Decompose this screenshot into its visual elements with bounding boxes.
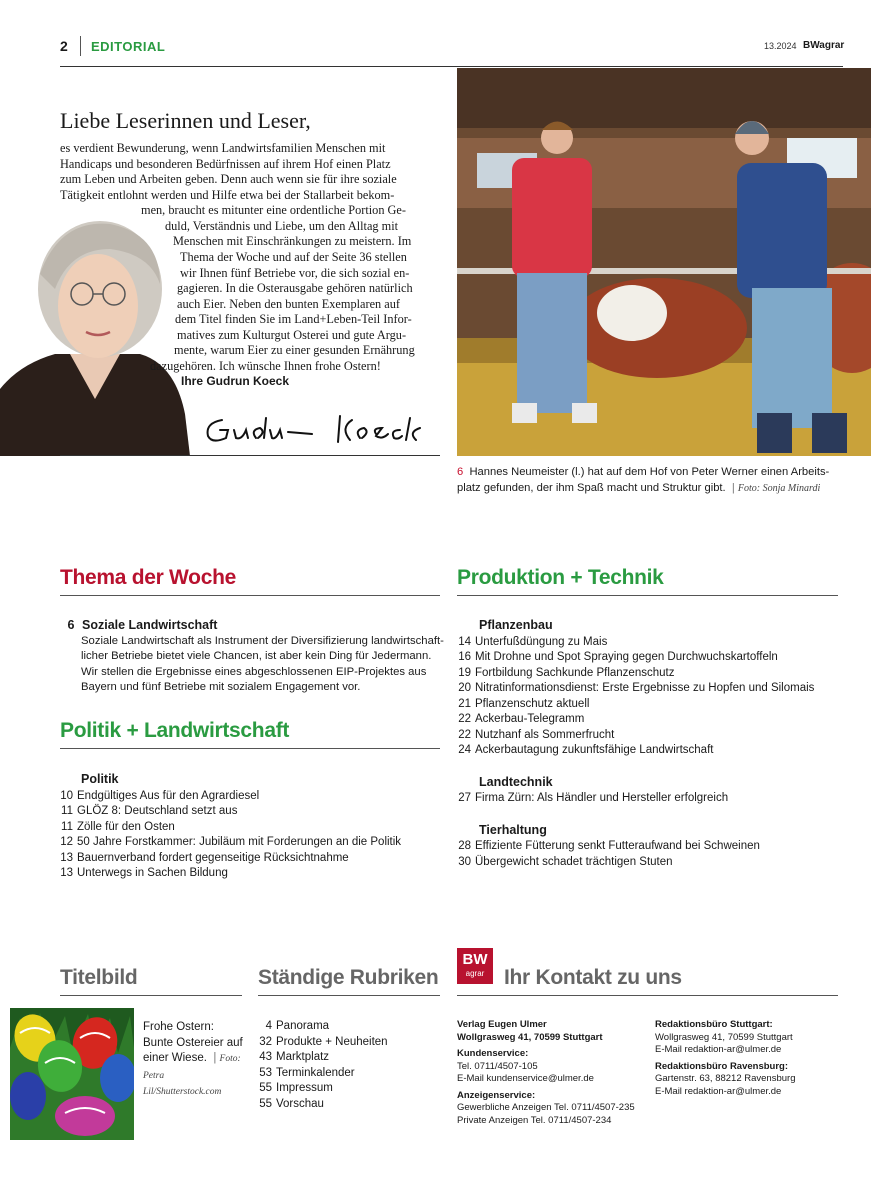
heading-titelbild: Titelbild (60, 966, 138, 989)
page-number: 2 (60, 38, 68, 54)
toc-page: 22 (458, 713, 471, 725)
toc-produktion (449, 618, 814, 870)
kundenservice-mail[interactable]: E-Mail kundenservice@ulmer.de (457, 1073, 594, 1084)
toc-page: 21 (458, 697, 471, 710)
ravensburg-address: Gartenstr. 63, 88212 Ravensburg (655, 1073, 796, 1084)
rule-titelbild (60, 995, 242, 996)
rule-thema (60, 595, 440, 596)
toc-page: 11 (61, 805, 73, 817)
toc-title: Mit Drohne und Spot Spraying gegen Durchwuchskartoffeln (475, 651, 778, 663)
toc-item[interactable] (250, 1035, 388, 1051)
toc-subheading: Politik (81, 772, 119, 786)
toc-item[interactable] (250, 1066, 388, 1082)
editorial-line: men, braucht es mitunter eine ordentliche Portion Ge- (141, 203, 406, 217)
toc-item[interactable] (449, 635, 814, 651)
toc-item[interactable] (250, 1019, 388, 1035)
top-rule (60, 66, 843, 67)
heading-produktion: Produktion + Technik (457, 566, 664, 589)
toc-title: Nitratinformationsdienst: Erste Ergebnisse zu Hopfen und Silomais (475, 682, 815, 694)
toc-item[interactable] (449, 681, 814, 697)
toc-title: Produkte + Neuheiten (276, 1035, 388, 1048)
stuttgart-mail[interactable]: E-Mail redaktion-ar@ulmer.de (655, 1044, 782, 1055)
toc-title: Marktplatz (276, 1051, 330, 1063)
toc-title: Endgültiges Aus für den Agrardiesel (77, 789, 260, 802)
verlag-name: Verlag Eugen Ulmer (457, 1019, 547, 1030)
section-label: EDITORIAL (91, 39, 166, 54)
toc-item[interactable] (51, 851, 401, 867)
heading-politik: Politik + Landwirtschaft (60, 719, 290, 742)
photo-caption: 6 Hannes Neumeister (l.) hat auf dem Hof von Peter Werner einen Arbeits-platz gefunden, der ihm Spaß macht und Struktur gibt. | Foto: Sonja Minardi (457, 466, 830, 494)
editorial-line: gagieren. In die Osterausgabe gehören natürlich (177, 281, 413, 295)
heading-kontakt: Ihr Kontakt zu uns (504, 966, 682, 989)
toc-page: 13 (60, 867, 73, 879)
toc-title: 50 Jahre Forstkammer: Jubiläum mit Forderungen an die Politik (77, 836, 402, 848)
header-divider (80, 36, 81, 56)
titelbild-caption-text: Frohe Ostern: Bunte Ostereier auf einer Wiese. (143, 1021, 243, 1064)
editorial-line: matives zum Kulturgut Osterei und gute Argu- (177, 328, 407, 342)
issue-number: 13.2024 (764, 41, 797, 51)
verlag-address: Wollgrasweg 41, 70599 Stuttgart (457, 1031, 603, 1043)
author-portrait (0, 214, 190, 456)
rule-politik (60, 748, 440, 749)
toc-page: 22 (458, 728, 471, 741)
toc-rubriken (250, 1019, 388, 1112)
editorial-line: Thema der Woche und auf der Seite 36 stellen (180, 250, 407, 264)
toc-item[interactable] (51, 804, 401, 820)
editorial-line: mente, warum Eier zu einer gesunden Ernährung (174, 343, 415, 357)
toc-title: Bauernverband fordert gegenseitige Rücksichtnahme (77, 851, 349, 864)
barn-photo (457, 68, 871, 456)
editorial-line: auch Eier. Neben den bunten Exemplaren auf (177, 297, 400, 311)
toc-item[interactable] (250, 1081, 388, 1097)
toc-item[interactable] (449, 839, 814, 855)
editorial-line: wir Ihnen fünf Betriebe vor, die sich sozial en- (180, 266, 410, 280)
toc-politik (51, 772, 401, 882)
thema-entry[interactable] (60, 618, 445, 696)
toc-page: 10 (60, 789, 73, 802)
editorial-line: es verdient Bewunderung, wenn Landwirtsfamilien Menschen mit (60, 141, 386, 155)
editorial-line: dazugehören. Ich wünsche Ihnen frohe Ostern! (150, 359, 381, 373)
toc-title: Nutzhanf als Sommerfrucht (475, 728, 615, 741)
anzeigen-privat[interactable]: Private Anzeigen Tel. 0711/4507-234 (457, 1114, 612, 1126)
toc-item[interactable] (449, 728, 814, 744)
editorial-line: dem Titel finden Sie im Land+Leben-Teil Infor- (175, 312, 412, 326)
toc-page: 11 (61, 820, 73, 833)
toc-item[interactable] (449, 855, 814, 871)
heading-rubriken: Ständige Rubriken (258, 966, 439, 989)
editorial-line: Handicaps und besonderen Bedürfnissen auf ihrem Hof einen Platz (60, 157, 391, 171)
stuttgart-address: Wollgrasweg 41, 70599 Stuttgart (655, 1031, 793, 1043)
logo-bottom-text: agrar (465, 969, 485, 978)
heading-thema: Thema der Woche (60, 566, 236, 589)
toc-title: Impressum (276, 1082, 333, 1094)
signature-image (200, 408, 440, 448)
toc-item[interactable] (51, 820, 401, 836)
rule-produktion (457, 595, 838, 596)
kundenservice-label: Kundenservice: (457, 1048, 529, 1059)
kontakt-col-right (655, 1019, 840, 1102)
easter-eggs-image (10, 1008, 134, 1140)
editorial-rule (60, 455, 440, 456)
logo-top-text: BW (462, 951, 488, 968)
toc-title: Firma Zürn: Als Händler und Hersteller erfolgreich (475, 792, 729, 804)
toc-item[interactable] (250, 1097, 388, 1113)
toc-item[interactable] (449, 712, 814, 728)
toc-title: Unterwegs in Sachen Bildung (77, 867, 228, 879)
rule-rubriken (258, 995, 440, 996)
toc-title: Ackerbautagung zukunftsfähige Landwirtschaft (475, 744, 714, 756)
kundenservice-tel[interactable]: Tel. 0711/4507-105 (457, 1060, 538, 1072)
caption-credit: Foto: Sonja Minardi (737, 483, 821, 494)
toc-item[interactable] (449, 791, 814, 807)
toc-title: Fortbildung Sachkunde Pflanzenschutz (475, 666, 675, 679)
toc-page: 20 (458, 682, 471, 694)
editorial-greeting: Liebe Leserinnen und Leser, (60, 108, 311, 133)
toc-item[interactable] (449, 666, 814, 682)
editorial-line: zum Leben und Arbeiten geben. Denn auch wenn sie für ihre soziale (60, 172, 397, 186)
stuttgart-label: Redaktionsbüro Stuttgart: (655, 1019, 773, 1030)
ravensburg-label: Redaktionsbüro Ravensburg: (655, 1060, 789, 1072)
toc-page: 13 (60, 851, 73, 864)
rule-kontakt (457, 995, 838, 996)
toc-title: Effiziente Fütterung senkt Futteraufwand bei Schweinen (475, 840, 760, 852)
toc-page: 55 (259, 1097, 272, 1110)
toc-title: Terminkalender (276, 1066, 355, 1079)
thema-page: 6 (67, 618, 75, 632)
caption-page-number: 6 (457, 466, 464, 478)
toc-page: 53 (259, 1066, 272, 1079)
bwagrar-logo (457, 948, 493, 984)
toc-item[interactable] (51, 835, 401, 851)
toc-page: 32 (259, 1035, 272, 1048)
toc-item[interactable] (51, 789, 401, 805)
toc-page: 28 (458, 840, 471, 852)
anzeigen-label: Anzeigenservice: (457, 1089, 536, 1101)
titelbild-caption: Frohe Ostern: Bunte Ostereier auf einer Wiese. | Foto: Petra Lil/Shutterstock.com (143, 1021, 243, 1097)
editorial-line: duld, Verständnis und Liebe, um den Alltag mit (165, 219, 399, 233)
ravensburg-mail[interactable]: E-Mail redaktion-ar@ulmer.de (655, 1085, 782, 1097)
toc-title: Vorschau (276, 1097, 324, 1110)
toc-page: 16 (458, 651, 471, 663)
toc-title: Zölle für den Osten (77, 820, 175, 833)
toc-item[interactable] (51, 866, 401, 882)
toc-subheading: Pflanzenbau (479, 618, 553, 632)
toc-page: 55 (259, 1082, 272, 1094)
thema-description: Soziale Landwirtschaft als Instrument der Diversifizierung landwirtschaft-licher Betriebe bietet viele Chancen, ist aber kein Ding für Jedermann. Wir stellen die Ergebnisse eines abgeschlossenen EIP-Projektes aus Bayern und fünf Betriebe mit sozialem Engagement vor. (81, 634, 444, 694)
titelbild-credit: Foto: Petra Lil/Shutterstock.com (143, 1054, 241, 1097)
editorial-line: Tätigkeit entlohnt werden und Hilfe etwa bei der Stallarbeit bekom- (60, 188, 395, 202)
toc-page: 27 (458, 792, 471, 804)
toc-item[interactable] (250, 1050, 388, 1066)
editorial-line: Menschen mit Einschränkungen zu meistern. Im (173, 234, 412, 248)
toc-title: Übergewicht schadet trächtigen Stuten (475, 855, 673, 868)
toc-title: Unterfußdüngung zu Mais (475, 635, 608, 648)
toc-page: 30 (458, 855, 471, 868)
toc-subheading: Landtechnik (479, 774, 553, 789)
toc-title: Pflanzenschutz aktuell (475, 697, 590, 710)
brand-name: BWagrar (803, 40, 845, 51)
editorial-signoff: Ihre Gudrun Koeck (181, 374, 290, 388)
toc-title: Ackerbau-Telegramm (475, 713, 585, 725)
toc-page: 12 (60, 836, 73, 848)
toc-title: GLÖZ 8: Deutschland setzt aus (77, 805, 238, 817)
toc-page: 43 (259, 1051, 272, 1063)
kontakt-col-left (457, 1019, 647, 1131)
toc-item[interactable] (449, 697, 814, 713)
anzeigen-gewerblich[interactable]: Gewerbliche Anzeigen Tel. 0711/4507-235 (457, 1102, 635, 1113)
toc-page: 24 (458, 744, 471, 756)
toc-page: 4 (265, 1020, 272, 1032)
toc-item[interactable] (449, 743, 814, 759)
caption-text: Hannes Neumeister (l.) hat auf dem Hof von Peter Werner einen Arbeits-platz gefunden, der ihm Spaß macht und Struktur gibt. (457, 466, 830, 494)
toc-page: 19 (458, 666, 471, 679)
toc-item[interactable] (449, 650, 814, 666)
thema-title: Soziale Landwirtschaft (82, 618, 218, 632)
toc-subheading: Tierhaltung (479, 822, 547, 837)
toc-title: Panorama (276, 1020, 330, 1032)
toc-page: 14 (458, 635, 471, 648)
